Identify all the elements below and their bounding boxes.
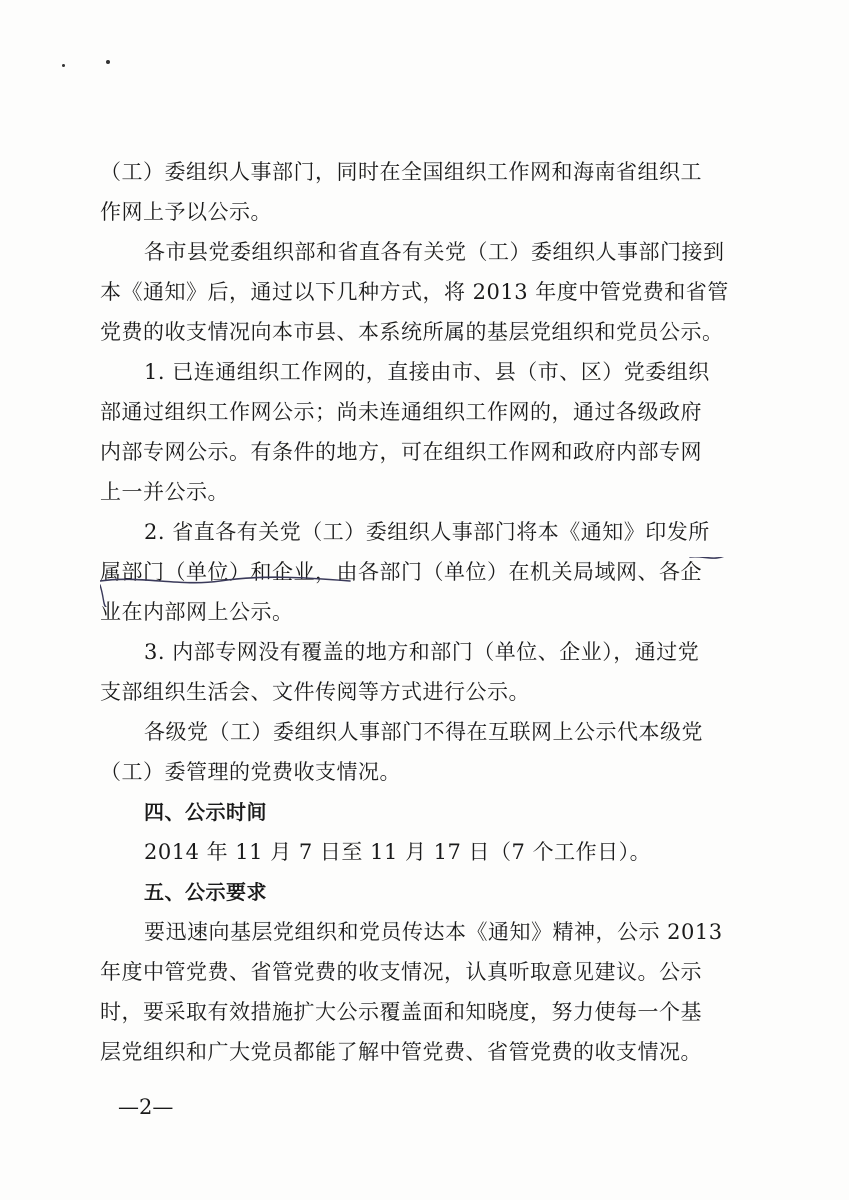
section-heading: 四、公示时间 — [144, 800, 267, 824]
body-line: 本《通知》后，通过以下几种方式，将 2013 年度中管党费和省管 — [100, 280, 729, 304]
body-line: 2. 省直各有关党（工）委组织人事部门将本《通知》印发所 — [144, 520, 710, 544]
section-heading: 五、公示要求 — [144, 880, 267, 904]
body-line: （工）委组织人事部门，同时在全国组织工作网和海南省组织工 — [100, 160, 702, 184]
body-line: 属部门（单位）和企业，由各部门（单位）在机关局域网、各企 — [100, 560, 702, 584]
page-number: —2— — [118, 1095, 174, 1119]
body-line: 业在内部网上公示。 — [100, 600, 294, 624]
body-line: 党费的收支情况向本市县、本系统所属的基层党组织和党员公示。 — [100, 320, 724, 344]
document-body — [100, 152, 740, 1072]
body-line: 层党组织和广大党员都能了解中管党费、省管党费的收支情况。 — [100, 1040, 702, 1064]
body-line: 作网上予以公示。 — [100, 200, 272, 224]
body-line: 各市县党委组织部和省直各有关党（工）委组织人事部门接到 — [144, 240, 725, 264]
body-line: （工）委管理的党费收支情况。 — [100, 760, 401, 784]
body-line: 支部组织生活会、文件传阅等方式进行公示。 — [100, 680, 530, 704]
body-line: 各级党（工）委组织人事部门不得在互联网上公示代本级党 — [144, 720, 703, 744]
body-line: 2014 年 11 月 7 日至 11 月 17 日（7 个工作日）。 — [144, 840, 652, 864]
body-line: 3. 内部专网没有覆盖的地方和部门（单位、企业），通过党 — [144, 640, 700, 664]
body-line: 1. 已连通组织工作网的，直接由市、县（市、区）党委组织 — [144, 360, 710, 384]
body-line: 部通过组织工作网公示；尚未连通组织工作网的，通过各级政府 — [100, 400, 702, 424]
body-line: 时，要采取有效措施扩大公示覆盖面和知晓度，努力使每一个基 — [100, 1000, 702, 1024]
body-line: 年度中管党费、省管党费的收支情况，认真听取意见建议。公示 — [100, 960, 702, 984]
scan-speck — [106, 60, 110, 64]
body-line: 要迅速向基层党组织和党员传达本《通知》精神，公示 2013 — [144, 920, 723, 944]
scan-speck — [62, 64, 65, 67]
body-line: 内部专网公示。有条件的地方，可在组织工作网和政府内部专网 — [100, 440, 702, 464]
body-line: 上一并公示。 — [100, 480, 229, 504]
